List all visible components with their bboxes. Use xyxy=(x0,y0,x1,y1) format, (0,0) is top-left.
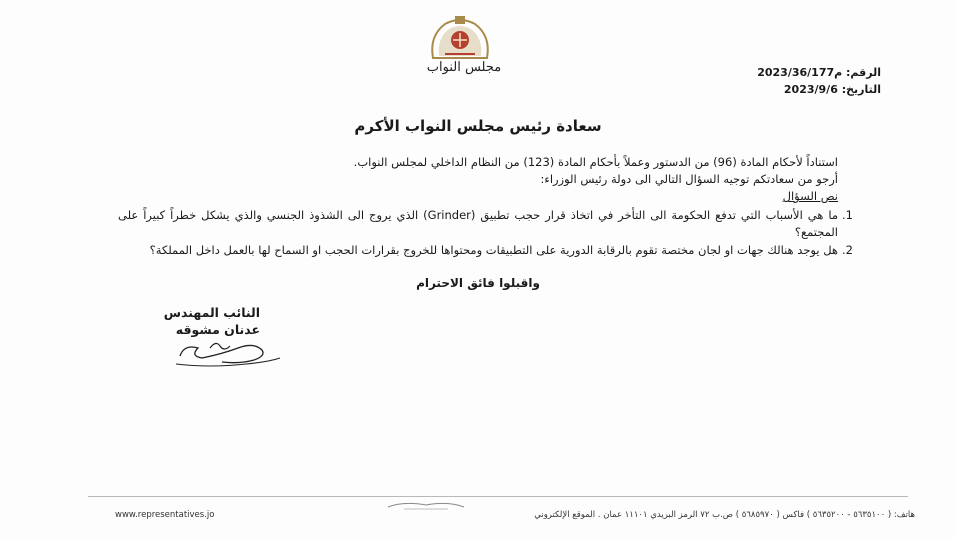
reference-number: الرقم: م2023/36/177 xyxy=(757,66,881,79)
org-signature: مجلس النواب xyxy=(426,60,502,75)
footer-divider xyxy=(88,496,908,497)
question-item xyxy=(118,242,853,259)
question-text: ما هي الأسباب التي تدفع الحكومة الى التأخر في اتخاذ قرار حجب تطبيق (Grinder) الذي يروج الى الشذوذ الجنسي والذي يشكل خطراً كبيراً على المجتمع؟ xyxy=(118,208,838,239)
question-item xyxy=(118,207,853,241)
footer-website[interactable]: www.representatives.jo xyxy=(115,510,215,520)
question-header: نص السؤال xyxy=(782,189,838,203)
body-line-1: استناداً لأحكام المادة (96) من الدستور وعملاً بأحكام المادة (123) من النظام الداخلي لمجلس النواب. xyxy=(353,155,838,169)
reference-date: التاريخ: 2023/9/6 xyxy=(783,83,881,96)
body-line-2: أرجو من سعادتكم توجيه السؤال التالي الى دولة رئيس الوزراء: xyxy=(540,172,838,186)
handwritten-signature-icon xyxy=(150,334,310,384)
coat-of-arms-icon xyxy=(425,14,495,64)
question-number: 2. xyxy=(842,243,853,257)
signer-name: عدنان مشوقه xyxy=(175,322,260,337)
signer-title: النائب المهندس xyxy=(163,305,260,320)
question-text: هل يوجد هنالك جهات او لجان مختصة تقوم بالرقابة الدورية على التطبيقات ومحتواها للخروج بقرارات الحجب او السماح لها بالعمل داخل المملكة؟ xyxy=(149,243,838,257)
question-number: 1. xyxy=(842,208,853,222)
closing-line: واقبلوا فائق الاحترام xyxy=(416,276,540,290)
letter-title: سعادة رئيس مجلس النواب الأكرم xyxy=(354,117,602,135)
footer xyxy=(115,510,915,520)
footer-contact: هاتف: ( ٥٦٣٥١٠٠ - ٥٦٣٥٢٠٠ ) فاكس ( ٥٦٨٥٩٧٠ ) ص.ب ٧٢ الرمز البريدي ١١١٠١ عمان . الموقع الإلكتروني xyxy=(534,510,915,520)
